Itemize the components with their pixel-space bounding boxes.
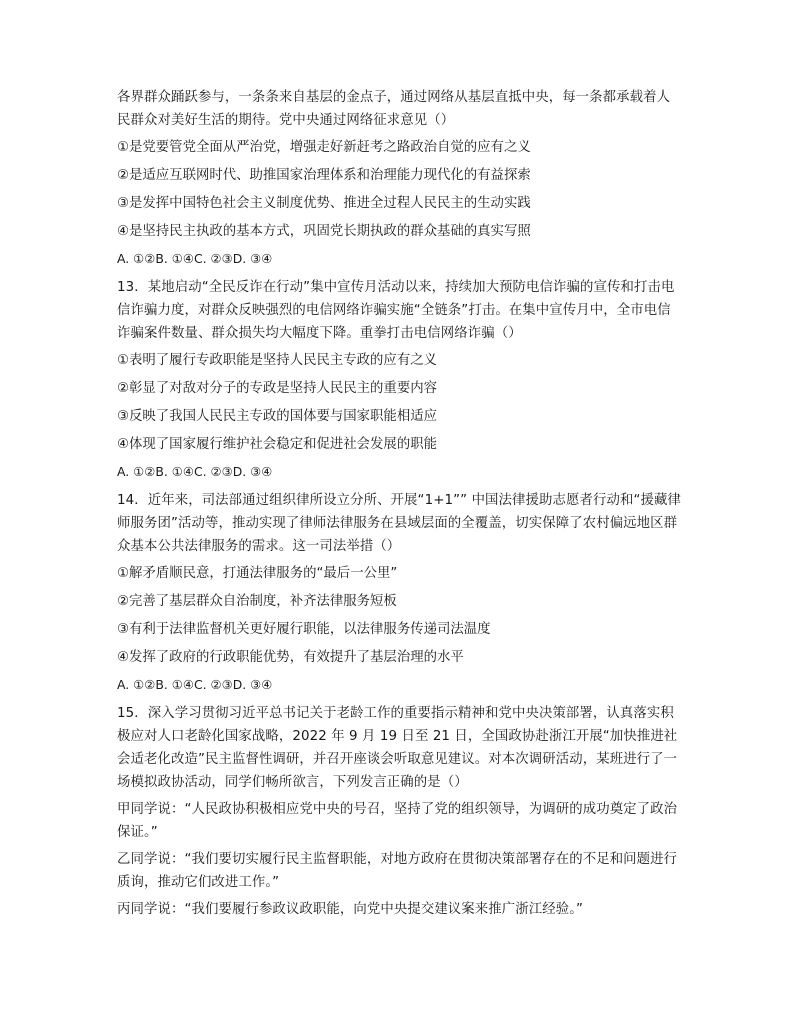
- q13-answer-choices: A. ①②B. ①④C. ②③D. ③④: [117, 464, 273, 479]
- q15-speech-bing: 丙同学说：“我们要履行参政议政职能，向党中央提交建议案来推广浙江经验。”: [117, 902, 584, 917]
- q13-option-1: ①表明了履行专政职能是坚持人民民主专政的应有之义: [117, 353, 437, 368]
- q15-speech-jia: 甲同学说：“人民政协积极相应党中央的号召，坚持了党的组织领导，为调研的成功奠定了政治保证。”: [117, 802, 678, 840]
- q13-option-4: ④体现了国家履行维护社会稳定和促进社会发展的职能: [117, 437, 437, 452]
- q12-stem: 各界群众踊跃参与，一条条来自基层的金点子，通过网络从基层直抵中央，每一条都承载着人民群众对美好生活的期待。党中央通过网络征求意见（）: [117, 90, 671, 128]
- q12-option-2: ②是适应互联网时代、助推国家治理体系和治理能力现代化的有益探索: [117, 168, 531, 183]
- q14-answer-choices: A. ①②B. ①④C. ②③D. ③④: [117, 677, 273, 692]
- q15-speech-yi: 乙同学说：“我们要切实履行民主监督职能，对地方政府在贯彻决策部署存在的不足和问题进行质询，推动它们改进工作。”: [117, 852, 678, 890]
- q13-option-2: ②彰显了对敌对分子的专政是坚持人民民主的重要内容: [117, 381, 437, 396]
- q12-option-3: ③是发挥中国特色社会主义制度优势、推进全过程人民民主的生动实践: [117, 196, 531, 211]
- q13-option-3: ③反映了我国人民民主专政的国体要与国家职能相适应: [117, 409, 437, 424]
- q12-option-1: ①是党要管党全面从严治党，增强走好新赶考之路政治自觉的应有之义: [117, 140, 531, 155]
- q12-answer-choices: A. ①②B. ①④C. ②③D. ③④: [117, 251, 273, 266]
- q14-option-1: ①解矛盾顺民意，打通法律服务的“最后一公里”: [117, 566, 398, 581]
- document-page: [117, 86, 681, 925]
- q14-option-2: ②完善了基层群众自治制度，补齐法律服务短板: [117, 594, 397, 609]
- q14-option-4: ④发挥了政府的行政职能优势，有效提升了基层治理的水平: [117, 650, 464, 665]
- q13-stem: 13．某地启动“全民反诈在行动”集中宣传月活动以来，持续加大预防电信诈骗的宣传和打击电信诈骗力度，对群众反映强烈的电信网络诈骗实施“全链条”打击。在集中宣传月中，全市电信诈骗案件数量、群众损失均大幅度下降。重拳打击电信网络诈骗（）: [117, 280, 675, 341]
- q12-option-4: ④是坚持民主执政的基本方式，巩固党长期执政的群众基础的真实写照: [117, 224, 531, 239]
- q14-option-3: ③有利于法律监督机关更好履行职能，以法律服务传递司法温度: [117, 622, 491, 637]
- q14-stem: 14．近年来，司法部通过组织律所设立分所、开展“1+1”” 中国法律援助志愿者行动和“援藏律师服务团”活动等，推动实现了律师法律服务在县域层面的全覆盖，切实保障了农村偏远地区群众基本公共法律服务的需求。这一司法举措（）: [117, 493, 681, 554]
- q15-stem: 15．深入学习贯彻习近平总书记关于老龄工作的重要指示精神和党中央决策部署，认真落实积极应对人口老龄化国家战略，2022 年 9 月 19 日至 21 日，全国政协赴浙江开展“加快推进社会适老化改造”民主监督性调研，并召开座谈会听取意见建议。对本次调研活动，某班进行了一场模拟政协活动，同学们畅所欲言，下列发言正确的是（）: [117, 706, 678, 790]
